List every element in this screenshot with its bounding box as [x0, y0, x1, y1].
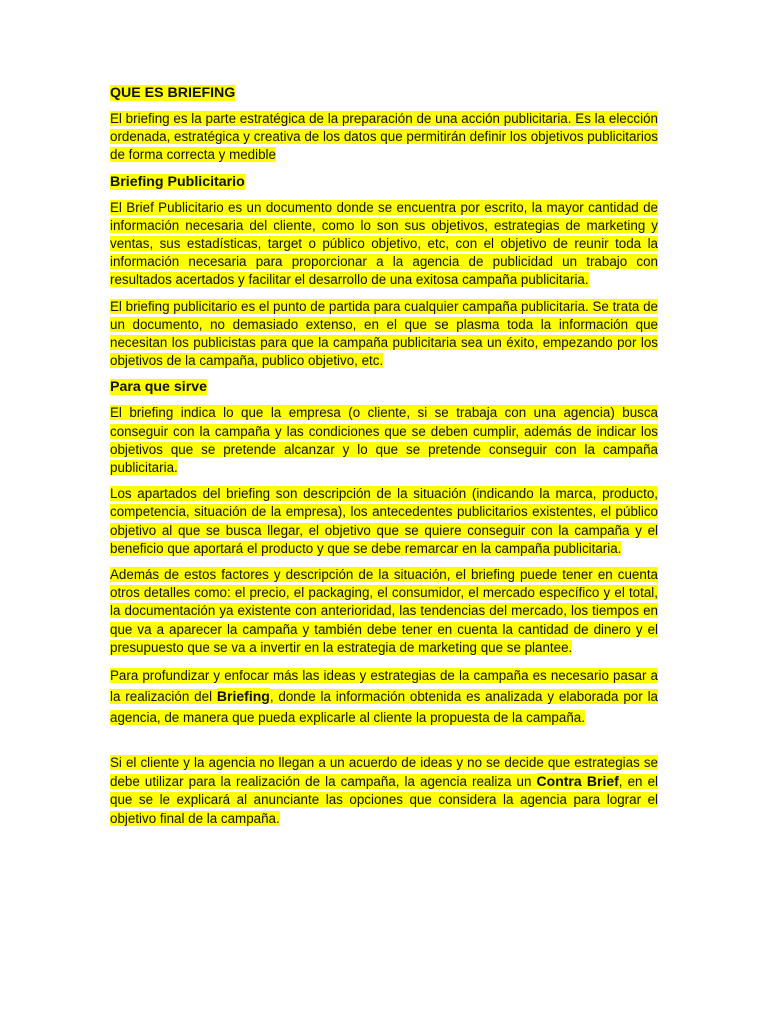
- paragraph-other-factors: [110, 566, 658, 657]
- paragraph-deepen-ideas-text-a: Para profundizar y enfocar más las ideas y estrategias de la campaña es necesario pasar a la realización del: [110, 668, 658, 705]
- doc-title-text: QUE ES BRIEFING: [110, 85, 236, 101]
- paragraph-brief-definition-text: El Brief Publicitario es un documento donde se encuentra por escrito, la mayor cantidad de información necesaria del cliente, como lo son sus objetivos, estrategias de marketing y ventas, sus estadísticas, target o público objetivo, etc, con el objetivo de reunir toda la información necesaria para proporcionar a la agencia de publicidad un trabajo con resultados acertados y facilitar el desarrollo de una exitosa campaña publicitaria.: [110, 199, 658, 288]
- paragraph-purpose-text: El briefing indica lo que la empresa (o cliente, si se trabaja con una agencia) busca conseguir con la campaña y las condiciones que se deben cumplir, además de indicar los objetivos que se pretende alcanzar y lo que se pretende conseguir con la campaña publicitaria.: [110, 405, 658, 476]
- paragraph-deepen-ideas-text-b: , donde la información obtenida es analizada y elaborada por la agencia, de manera que pueda explicarle al cliente la propuesta de la campaña.: [110, 689, 658, 726]
- briefing-bold-term: Briefing: [216, 688, 270, 705]
- paragraph-sections-text: Los apartados del briefing son descripción de la situación (indicando la marca, producto, competencia, situación de la empresa), los antecedentes publicitarios existentes, el público objetivo al que se busca llegar, el objetivo que se quiere conseguir con la campaña y el beneficio que aportará el producto y que se debe remarcar en la campaña publicitaria.: [110, 486, 658, 556]
- paragraph-sections: [110, 485, 658, 558]
- section-heading-briefing-publicitario: [110, 173, 658, 191]
- section-heading-para-que-sirve: [110, 378, 658, 396]
- paragraph-brief-definition: [110, 199, 658, 290]
- section-heading-para-que-sirve-text: Para que sirve: [110, 379, 208, 396]
- paragraph-intro: [110, 110, 658, 165]
- blank-line: [110, 736, 658, 754]
- paragraph-brief-starting-point-text: El briefing publicitario es el punto de partida para cualquier campaña publicitaria. Se trata de un documento, no demasiado extenso, en el que se plasma toda la información que necesitan los publicistas para que la campaña publicitaria sea un éxito, empezando por los objetivos de la campaña, publico objetivo, etc.: [110, 298, 658, 369]
- paragraph-brief-starting-point: [110, 298, 658, 371]
- paragraph-deepen-ideas: [110, 665, 658, 728]
- paragraph-contra-brief-text-b: , en el que se le explicará al anunciante las opciones que considera la agencia para lograr el objetivo final de la campaña.: [110, 774, 659, 826]
- section-heading-briefing-publicitario-text: Briefing Publicitario: [110, 173, 245, 190]
- paragraph-intro-text: El briefing es la parte estratégica de la preparación de una acción publicitaria. Es la elección ordenada, estratégica y creativa de los datos que permitirán definir los objetivos publicitarios de forma correcta y medible: [110, 111, 658, 163]
- paragraph-other-factors-text: Además de estos factores y descripción de la situación, el briefing puede tener en cuenta otros detalles como: el precio, el packaging, el consumidor, el mercado específico y el total, la documentación ya existente con anterioridad, las tendencias del mercado, los tiempos en que va a aparecer la campaña y también debe tener en cuenta la cantidad de dinero y el presupuesto que se va a invertir en la estrategia de marketing que se plantee.: [110, 567, 658, 655]
- doc-title: [110, 84, 658, 102]
- paragraph-contra-brief: [110, 754, 658, 828]
- paragraph-contra-brief-text-a: Si el cliente y la agencia no llegan a un acuerdo de ideas y no se decide que estrategias se debe utilizar para la realización de la campaña, la agencia realiza un: [110, 755, 658, 790]
- paragraph-purpose: [110, 404, 658, 477]
- document-page: [110, 84, 658, 836]
- contra-brief-bold-term: Contra Brief: [536, 773, 619, 790]
